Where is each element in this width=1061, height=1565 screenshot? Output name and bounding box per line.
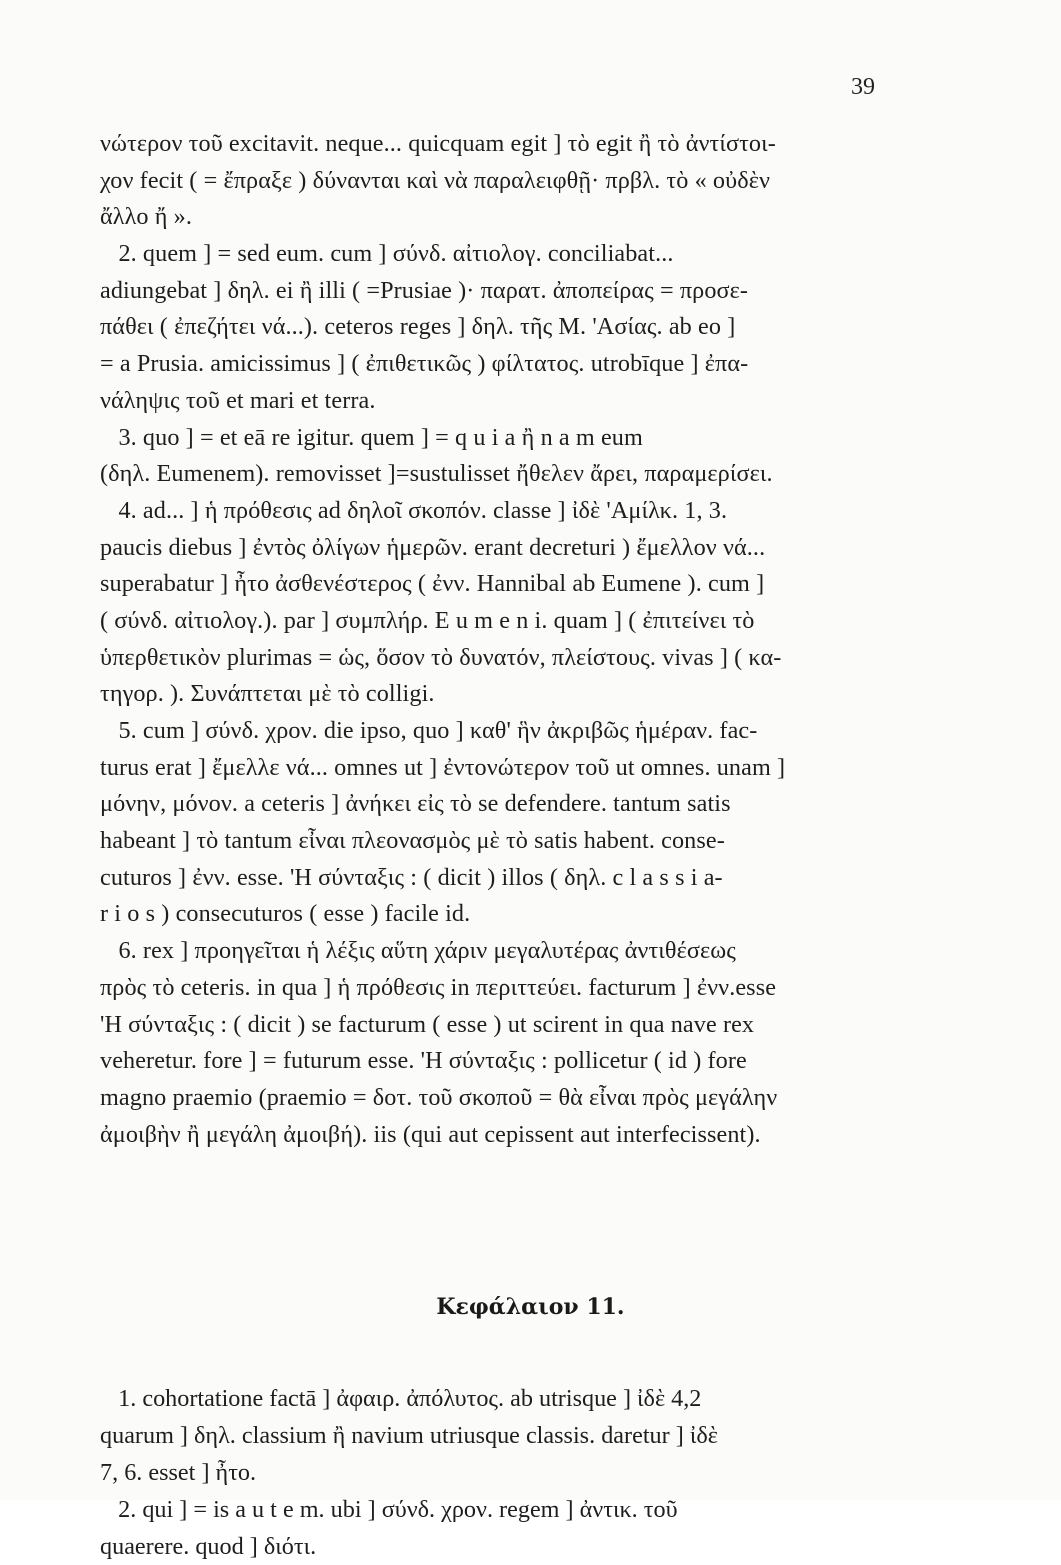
text-line: paucis diebus ] ἐντὸς ὀλίγων ἡμερῶν. erant decreturi ) ἔμελλον νά... <box>100 533 766 561</box>
text-line: νάληψις τοῦ et mari et terra. <box>100 386 376 414</box>
commentary-text <box>100 126 880 1153</box>
text-line: 'Η σύνταξις : ( dicit ) se facturum ( esse ) ut scirent in qua nave rex <box>100 1010 755 1038</box>
page-number: 39 <box>851 74 875 100</box>
text-line: ἄλλο ἤ ». <box>100 203 193 231</box>
text-line: χον fecit ( = ἔπραξε ) δύνανται καὶ νὰ παραλειφθῇ· πρβλ. τὸ « οὐδὲν <box>100 166 770 194</box>
text-line: 7, 6. esset ] ἦτο. <box>100 1459 257 1486</box>
text-line: (δηλ. Eumenem). removisset ]=sustulisset ἤθελεν ἄρει, παραμερίσει. <box>100 460 773 488</box>
text-line: 2. qui ] = is a u t e m. ubi ] σύνδ. χρον. regem ] ἀντικ. τοῦ <box>100 1496 678 1523</box>
text-line: 4. ad... ] ἡ πρόθεσις ad δηλοῖ σκοπόν. classe ] ἰδὲ 'Αμίλκ. 1, 3. <box>100 496 728 524</box>
text-line: 6. rex ] προηγεῖται ἡ λέξις αὕτη χάριν μεγαλυτέρας ἀντιθέσεως <box>100 937 736 965</box>
text-line: 2. quem ] = sed eum. cum ] σύνδ. αἰτιολογ. conciliabat... <box>100 240 674 268</box>
text-line: veheretur. fore ] = futurum esse. 'Η σύνταξις : pollicetur ( id ) fore <box>100 1047 747 1075</box>
text-line: 5. cum ] σύνδ. χρον. die ipso, quo ] καθ' ἣν ἀκριβῶς ἡμέραν. fac- <box>100 717 758 744</box>
text-line: πάθει ( ἐπεζήτει νά...). ceteros reges ] δηλ. τῆς Μ. 'Ασίας. ab eo ] <box>100 313 736 341</box>
text-line: quaerere. quod ] διότι. <box>100 1533 317 1560</box>
text-line: r i o s ) consecuturos ( esse ) facile id. <box>100 900 471 928</box>
text-line: habeant ] τὸ tantum εἶναι πλεονασμὸς μὲ τὸ satis habent. conse- <box>100 827 725 855</box>
text-line: πρὸς τὸ ceteris. in qua ] ἡ πρόθεσις in περιττεύει. facturum ] ἐνν.esse <box>100 973 777 1001</box>
text-line: quarum ] δηλ. classium ἢ navium utriusque classis. daretur ] ἰδὲ <box>100 1422 718 1449</box>
text-line: magno praemio (praemio = δοτ. τοῦ σκοποῦ = θὰ εἶναι πρὸς μεγάλην <box>100 1083 778 1111</box>
text-line: ὑπερθετικὸν plurimas = ὡς, ὅσον τὸ δυνατόν, πλείστους. vivas ] ( κα- <box>100 643 782 671</box>
text-line: ἀμοιβὴν ἢ μεγάλη ἀμοιβή). iis (qui aut cepissent aut interfecissent). <box>100 1120 761 1148</box>
chapter-heading: Κεφάλαιον 11. <box>436 1294 625 1320</box>
text-line: τηγορ. ). Συνάπτεται μὲ τὸ colligi. <box>100 680 435 708</box>
text-line: μόνην, μόνον. a ceteris ] ἀνήκει εἰς τὸ se defendere. tantum satis <box>100 790 731 818</box>
text-line: adiungebat ] δηλ. ei ἢ illi ( =Prusiae )· παρατ. ἀποπείρας = προσε- <box>100 276 749 304</box>
text-line: 1. cohortatione factā ] ἀφαιρ. ἀπόλυτος. ab utrisque ] ἰδὲ 4,2 <box>100 1385 702 1412</box>
text-line: turus erat ] ἔμελλε νά... omnes ut ] ἐντονώτερον τοῦ ut omnes. unam ] <box>100 753 786 781</box>
text-line: ( σύνδ. αἰτιολογ.). par ] συμπλήρ. E u m e n i. quam ] ( ἐπιτείνει τὸ <box>100 606 755 634</box>
chapter-text <box>100 1380 880 1565</box>
text-line: νώτερον τοῦ excitavit. neque... quicquam egit ] τὸ egit ἢ τὸ ἀντίστοι- <box>100 130 776 157</box>
text-line: superabatur ] ἦτο ἀσθενέστερος ( ἐνν. Hannibal ab Eumene ). cum ] <box>100 570 765 598</box>
text-line: cuturos ] ἐνν. esse. 'Η σύνταξις : ( dicit ) illos ( δηλ. c l a s s i a- <box>100 863 723 891</box>
text-line: 3. quo ] = et eā re igitur. quem ] = q u i a ἢ n a m eum <box>100 423 643 451</box>
text-line: = a Prusia. amicissimus ] ( ἐπιθετικῶς ) φίλτατος. utrobīque ] ἐπα- <box>100 350 749 378</box>
